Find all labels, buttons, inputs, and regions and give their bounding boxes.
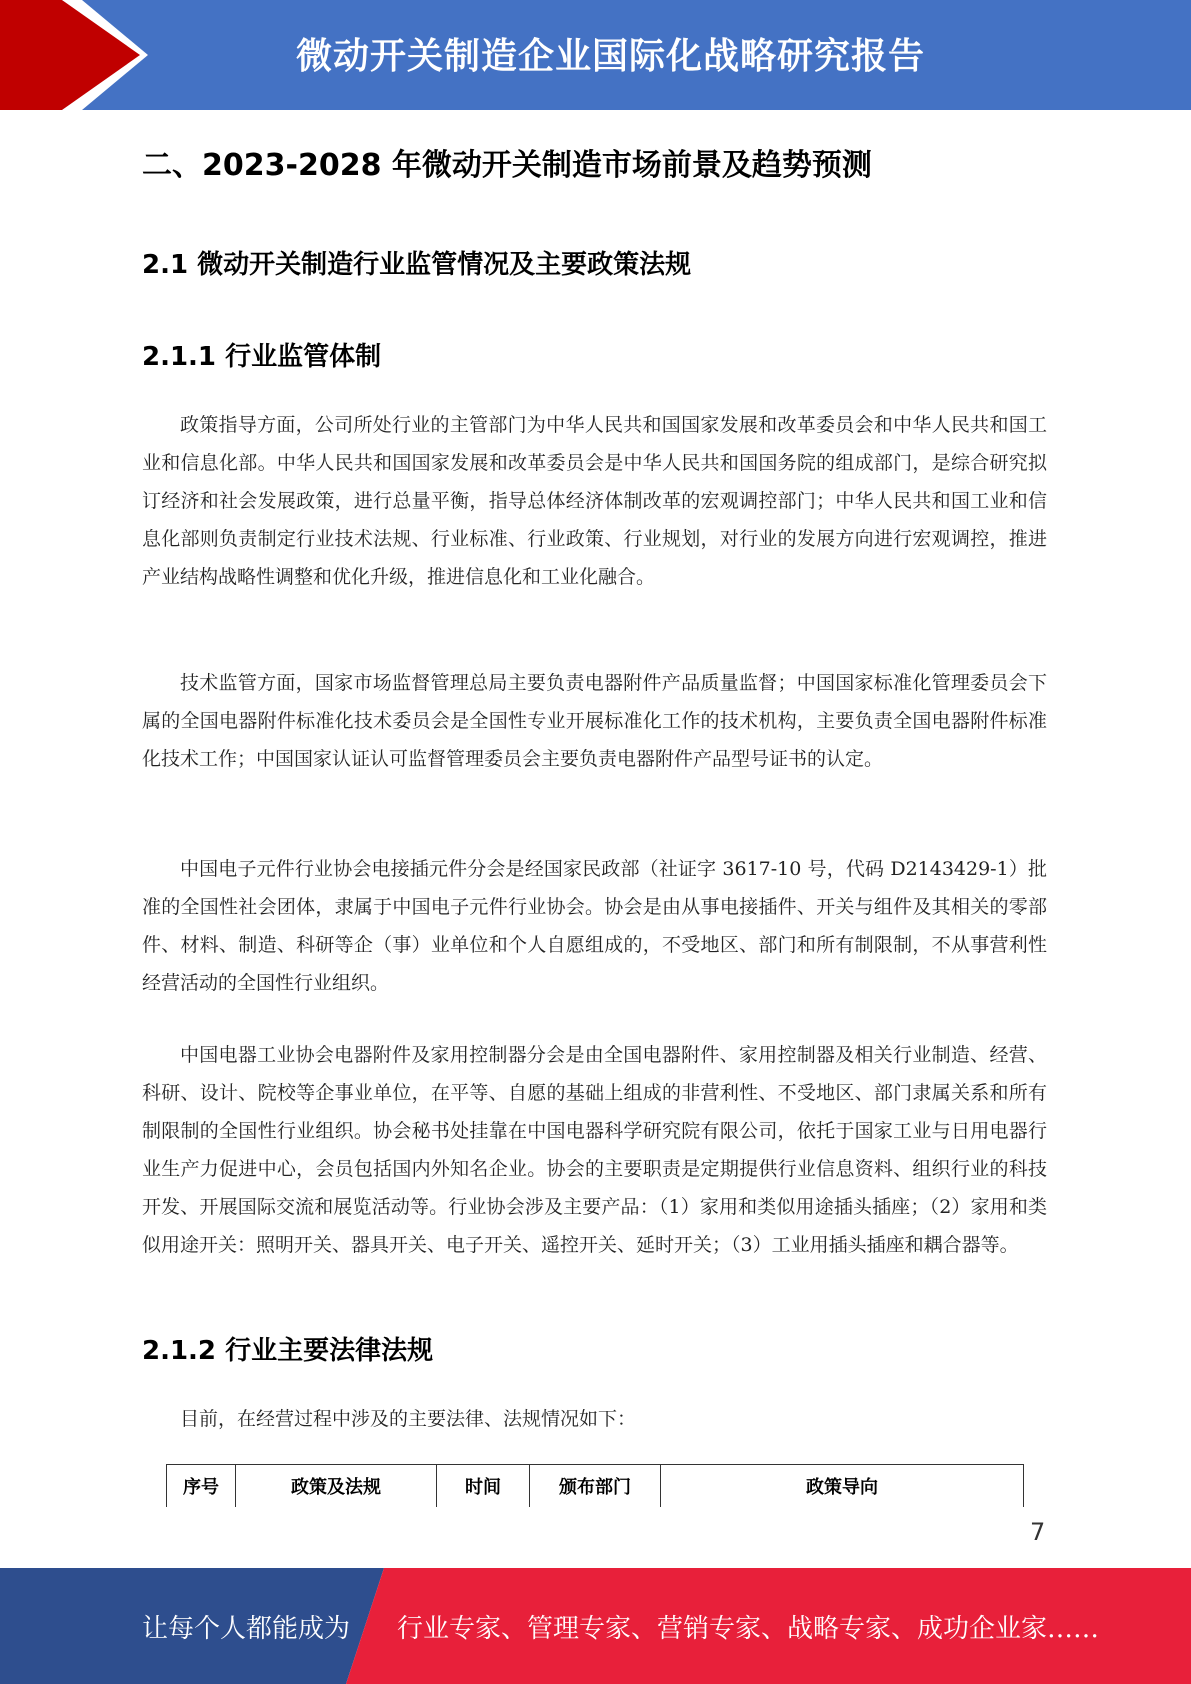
paragraph-laws-intro: 目前，在经营过程中涉及的主要法律、法规情况如下： bbox=[180, 1408, 637, 1430]
laws-table bbox=[166, 1464, 1024, 1507]
footer-slogan-left: 让每个人都能成为 bbox=[142, 1614, 351, 1644]
table-header-row bbox=[167, 1465, 1024, 1508]
paragraph-electronic-components-association: 中国电子元件行业协会电接插元件分会是经国家民政部（社证字 3617-10 号，代码 D2143429-1）批准的全国性社会团体，隶属于中国电子元件行业协会。协会是由从事电接插件、开关与组件及其相关的零部件、材料、制造、科研等企（事）业单位和个人自愿组成的，不受地区、部门和所有制限制，不从事营利性经营活动的全国性行业组织。 bbox=[142, 858, 1047, 994]
column-header-department: 颁布部门 bbox=[530, 1465, 661, 1508]
footer-slogan-right: 行业专家、管理专家、营销专家、战略专家、成功企业家…… bbox=[397, 1614, 1100, 1644]
chapter-heading: 二、2023-2028 年微动开关制造市场前景及趋势预测 bbox=[142, 148, 872, 183]
page-number: 7 bbox=[1030, 1518, 1046, 1546]
page-header bbox=[0, 0, 1191, 110]
section-heading: 2.1 微动开关制造行业监管情况及主要政策法规 bbox=[142, 250, 692, 280]
page-footer bbox=[0, 1568, 1191, 1684]
column-header-direction: 政策导向 bbox=[661, 1465, 1024, 1508]
header-arrow-decoration bbox=[0, 0, 160, 110]
paragraph-electrical-industry-association: 中国电器工业协会电器附件及家用控制器分会是由全国电器附件、家用控制器及相关行业制造、经营、科研、设计、院校等企事业单位，在平等、自愿的基础上组成的非营利性、不受地区、部门隶属关系和所有制限制的全国性行业组织。协会秘书处挂靠在中国电器科学研究院有限公司，依托于国家工业与日用电器行业生产力促进中心，会员包括国内外知名企业。协会的主要职责是定期提供行业信息资料、组织行业的科技开发、开展国际交流和展览活动等。行业协会涉及主要产品：（1）家用和类似用途插头插座；（2）家用和类似用途开关：照明开关、器具开关、电子开关、遥控开关、延时开关；（3）工业用插头插座和耦合器等。 bbox=[142, 1044, 1047, 1256]
report-title: 微动开关制造企业国际化战略研究报告 bbox=[296, 36, 926, 77]
subsection-heading-laws: 2.1.2 行业主要法律法规 bbox=[142, 1336, 434, 1366]
subsection-heading-regulatory-system: 2.1.1 行业监管体制 bbox=[142, 342, 382, 372]
paragraph-technical-supervision: 技术监管方面，国家市场监督管理总局主要负责电器附件产品质量监督；中国国家标准化管理委员会下属的全国电器附件标准化技术委员会是全国性专业开展标准化工作的技术机构，主要负责全国电器附件标准化技术工作；中国国家认证认可监督管理委员会主要负责电器附件产品型号证书的认定。 bbox=[142, 672, 1047, 770]
column-header-index: 序号 bbox=[167, 1465, 236, 1508]
paragraph-policy-guidance: 政策指导方面，公司所处行业的主管部门为中华人民共和国国家发展和改革委员会和中华人民共和国工业和信息化部。中华人民共和国国家发展和改革委员会是中华人民共和国国务院的组成部门，是综合研究拟订经济和社会发展政策，进行总量平衡，指导总体经济体制改革的宏观调控部门；中华人民共和国工业和信息化部则负责制定行业技术法规、行业标准、行业政策、行业规划，对行业的发展方向进行宏观调控，推进产业结构战略性调整和优化升级，推进信息化和工业化融合。 bbox=[142, 414, 1047, 588]
column-header-time: 时间 bbox=[437, 1465, 530, 1508]
column-header-policy: 政策及法规 bbox=[236, 1465, 437, 1508]
